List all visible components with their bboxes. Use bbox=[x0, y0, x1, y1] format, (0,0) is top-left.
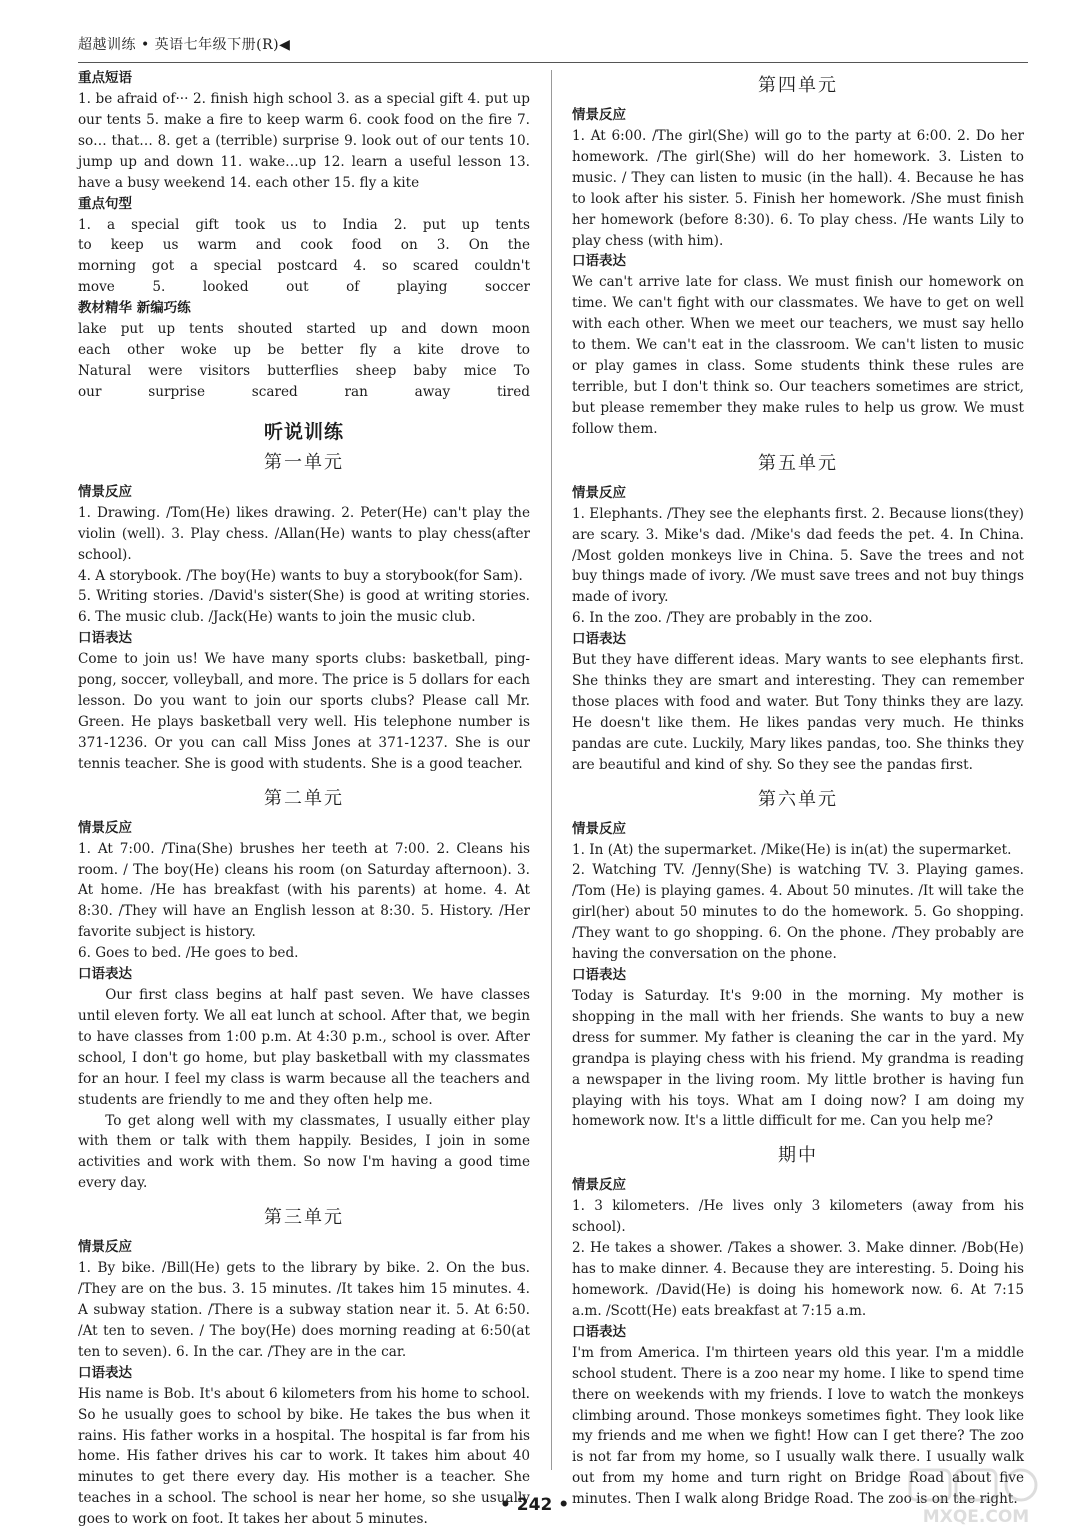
unit2-situation-line1: 1. At 7:00. /Tina(She) brushes her teeth at 7:00. 2. Cleans his room. / The boy(He) cleans his room (on Saturday afternoon). 3. At home. /He has breakfast (with his parents) at home. 4. At 8:30. /They will have an English lesson at 8:30. 5. History. /Her favorite subject is history. bbox=[78, 840, 530, 941]
unit2-situation-heading: 情景反应 bbox=[78, 819, 132, 836]
header-rule bbox=[78, 62, 1028, 63]
midterm-situation-heading: 情景反应 bbox=[572, 1177, 626, 1194]
unit6-situation-line2: 2. Watching TV. /Jenny(She) is watching TV. 3. Playing games. /Tom (He) is playing games. 4. About 50 minutes. /It will take the girl(her) about 50 minutes to do the homework. 5. Go shopping. /They want to go shopping. 6. On the phone. /They probably are having the conversation on the phone. bbox=[572, 862, 1024, 963]
unit6-oral-text: Today is Saturday. It's 9:00 in the morning. My mother is shopping in the mall with her friends. She wants to buy a new dress for summer. My father is cleaning the car in the yard. My grandpa is playing chess with his friend. My grandma is reading a newspaper in the living room. My little brother is having fun playing with his toys. What am I doing now? I am doing my homework now. It's a little difficult for me. Can you help me? bbox=[572, 988, 1024, 1130]
unit4-situation-line1: 1. At 6:00. /The girl(She) will go to the party at 6:00. 2. Do her homework. /The girl(She) will do her homework. 3. Listen to music. / They can listen to music (in the hall). 4. Because he has to look after his sister. 5. Finish her homework. /She must finish her homework (before 8:30). 6. To play chess. /He wants Lily to play chess (with him). bbox=[572, 128, 1024, 249]
unit5-title: 第五单元 bbox=[758, 452, 838, 474]
unit1-situation-line3: 5. Writing stories. /David's sister(She) is good at writing stories. 6. The music club. /Jack(He) wants to join the music club. bbox=[78, 588, 530, 626]
midterm-oral-text: I'm from America. I'm thirteen years old this year. I'm a middle school student. There is a zoo near my home. I like to spend time there on weekends with my friends. I love to watch the monkeys climbing around. Those monkeys sometimes fight. They look like my friends and me when we fight! How can I get there? The zoo is not far from my home, so I usually walk there. I usually walk out from my home and turn right on Bridge Road about five minutes. Then I walk along Bridge Road. The zoo is on the right. bbox=[572, 1344, 1024, 1508]
page-number: • 242 • bbox=[500, 1495, 570, 1515]
unit5-oral-text: But they have different ideas. Mary wants to see elephants first. She thinks they are smart and interesting. They can remember those places with food and water. But Tony thinks they are lazy. He doesn't like them. He likes pandas very much. He thinks pandas are cute. Luckily, Mary likes pandas, too. She thinks they are beautiful and kind of shy. So they see the pandas first. bbox=[572, 652, 1024, 773]
listening-speaking-title: 听说训练 bbox=[263, 420, 344, 443]
unit5-situation-heading: 情景反应 bbox=[572, 484, 626, 501]
unit2-situation-line2: 6. Goes to bed. /He goes to bed. bbox=[78, 945, 299, 962]
midterm-situation-line1: 1. 3 kilometers. /He lives only 3 kilometers (away from his school). bbox=[572, 1198, 1024, 1236]
page-header: 超越训练 • 英语七年级下册(R)◀ bbox=[78, 37, 291, 53]
unit6-oral-heading: 口语表达 bbox=[572, 967, 626, 983]
unit3-situation-line1: 1. By bike. /Bill(He) gets to the library by bike. 2. On the bus. /They are on the bus. 3. 15 minutes. /It takes him 15 minutes. 4. A subway station. /There is a subway station near it. 5. At 6:50. /At ten to seven. / The boy(He) does morning reading at 6:50(at ten to seven). 6. In the car. /They are in the car. bbox=[78, 1260, 530, 1360]
unit4-oral-heading: 口语表达 bbox=[572, 253, 626, 270]
midterm-title: 期中 bbox=[778, 1145, 818, 1167]
unit2-oral-paragraph2: To get along well with my classmates, I usually either play with them or talk with them happily. Besides, I join in some activities and work with them. So now I'm having a good time every day. bbox=[78, 1112, 530, 1192]
watermark-text: MXQE.COM bbox=[922, 1507, 1030, 1527]
unit3-situation-heading: 情景反应 bbox=[78, 1239, 132, 1256]
unit3-oral-text: His name is Bob. It's about 6 kilometers from his home to school. So he usually goes to school by bike. He takes the bus when it rains. His father works in a hospital. The hospital is far from his home. His father drives his car to work. It takes him about 40 minutes to get there every day. His mother is a teacher. She teaches in a school. The school is near her home, so she usually goes to work on foot. It takes her about 5 minutes. bbox=[78, 1385, 530, 1528]
unit1-situation-line1: 1. Drawing. /Tom(He) likes drawing. 2. Peter(He) can't play the violin (well). 3. Play chess. /Allan(He) wants to play chess(after school). bbox=[78, 504, 530, 563]
key-sentences-heading: 重点句型 bbox=[78, 195, 132, 212]
key-phrases-answers: 1. be afraid of··· 2. finish high school 3. as a special gift 4. put up our tents 5. make a fire to keep warm 6. cook food on the fire 7. so… that… 8. get a (terrible) surprise 9. look out of our tents 10. jump up and down 11. wake…up 12. learn a useful lesson 13. have a busy weekend 14. each other 15. fly a kite bbox=[78, 91, 530, 191]
midterm-situation-line2: 2. He takes a shower. /Takes a shower. 3. Make dinner. /Bob(He) has to make dinner. 4. Because they are interesting. 5. Doing his homework. /David(He) is doing his homework now. 6. At 7:15 a.m. /Scott(He) eats breakfast at 7:15 a.m. bbox=[572, 1240, 1024, 1319]
unit4-title: 第四单元 bbox=[758, 75, 838, 96]
watermark-logo bbox=[906, 1466, 1046, 1528]
unit5-situation-line2: 6. In the zoo. /They are probably in the zoo. bbox=[572, 610, 873, 627]
unit5-oral-heading: 口语表达 bbox=[572, 631, 626, 648]
unit1-situation-line2: 4. A storybook. /The boy(He) wants to buy a storybook(for Sam). bbox=[78, 567, 523, 584]
unit4-oral-text: We can't arrive late for class. We must finish our homework on time. We can't fight with our classmates. We have to get on well with each other. When we meet our teachers, we must say hello to them. We can't eat in the classroom. We can't listen to music or play games in class. Some students think these rules are terrible, but I don't think so. Our teachers sometimes are strict, but please remember they make rules to help us grow. We must follow them. bbox=[572, 274, 1024, 437]
unit2-oral-heading: 口语表达 bbox=[78, 966, 132, 983]
unit6-situation-line1: 1. In (At) the supermarket. /Mike(He) is in(at) the supermarket. bbox=[572, 841, 1012, 858]
unit4-situation-heading: 情景反应 bbox=[572, 107, 626, 123]
unit6-title: 第六单元 bbox=[758, 788, 838, 810]
unit1-situation-heading: 情景反应 bbox=[78, 483, 132, 500]
unit6-situation-heading: 情景反应 bbox=[572, 820, 626, 837]
key-sentences-answers: 1. a special gift took us to India 2. put up tents to keep us warm and cook food on 3. On the morning got a special postcard 4. so scared couldn't move 5. looked out of playing soccer bbox=[78, 216, 530, 296]
textbook-practice-answers: lake put up tents shouted started up and down moon each other woke up be better fly a kite drove to Natural were visitors butterflies sheep baby mice To our surprise scared ran away tired bbox=[78, 321, 530, 400]
textbook-practice-heading: 教材精华 新编巧练 bbox=[78, 300, 191, 317]
unit3-title: 第三单元 bbox=[264, 1207, 344, 1229]
left-column bbox=[78, 68, 530, 1530]
midterm-oral-heading: 口语表达 bbox=[572, 1323, 626, 1340]
key-phrases-heading: 重点短语 bbox=[78, 70, 132, 86]
unit5-situation-line1: 1. Elephants. /They see the elephants first. 2. Because lions(they) are scary. 3. Mike's dad. /Mike's dad feeds the pet. 4. In China. /Most golden monkeys live in China. 5. Save the trees and not buy things made of ivory. /We must save trees and not buy things made of ivory. bbox=[572, 505, 1024, 606]
right-column bbox=[572, 68, 1024, 1510]
unit1-oral-text: Come to join us! We have many sports clubs: basketball, ping-pong, soccer, volleyball, and more. The price is 5 dollars for each lesson. Do you want to join our sports clubs? Please call Mr. Green. He plays basketball very well. His telephone number is 371-1236. Or you can call Miss Jones at 371-1237. She is our tennis teacher. She is good with students. She is a good teacher. bbox=[78, 651, 530, 772]
unit1-oral-heading: 口语表达 bbox=[78, 630, 132, 647]
unit3-oral-heading: 口语表达 bbox=[78, 1364, 132, 1381]
unit2-title: 第二单元 bbox=[264, 787, 344, 809]
unit1-title: 第一单元 bbox=[264, 451, 344, 473]
unit2-oral-paragraph1: Our first class begins at half past seven. We have classes until eleven forty. We all eat lunch at school. After that, we begin to have classes from 1:00 p.m. At 4:30 p.m., school is over. After school, I don't go home, but play basketball with my classmates for an hour. I feel my class is warm because all the teachers and students are friendly to me and they often help me. bbox=[78, 987, 530, 1108]
column-divider bbox=[551, 70, 552, 1470]
